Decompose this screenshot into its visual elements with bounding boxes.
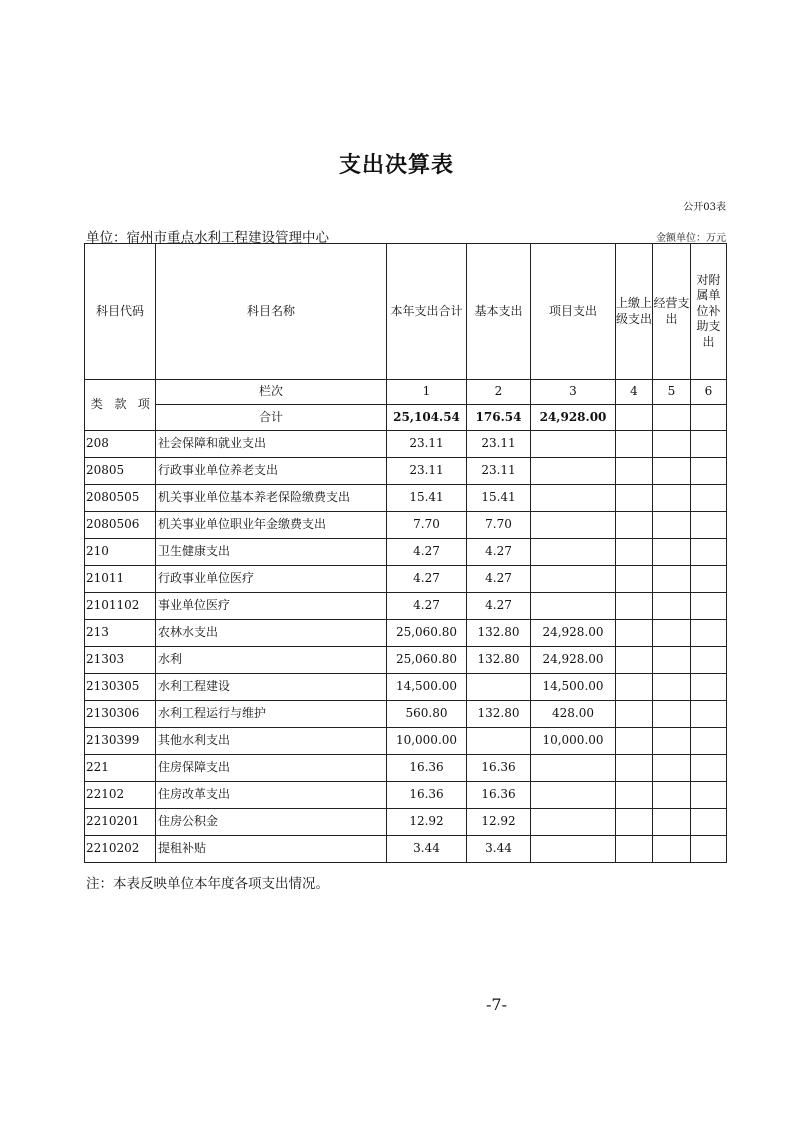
subject-name: 机关事业单位基本养老保险缴费支出: [156, 485, 387, 512]
amount-subsidy: [691, 566, 727, 593]
col-num: 3: [531, 380, 616, 405]
amount-business: [653, 512, 691, 539]
amount-total: 25,060.80: [387, 620, 467, 647]
header-upper: 上缴上级支出: [616, 244, 653, 380]
amount-project: [531, 782, 616, 809]
amount-upper: [616, 566, 653, 593]
amount-project: [531, 566, 616, 593]
amount-total: 12.92: [387, 809, 467, 836]
col-num: 6: [691, 380, 727, 405]
amount-total: 560.80: [387, 701, 467, 728]
amount-subsidy: [691, 620, 727, 647]
table-row: [85, 593, 727, 620]
header-xiang: 项: [133, 380, 156, 431]
total-basic: 176.54: [467, 405, 531, 431]
amount-basic: [467, 674, 531, 701]
amount-business: [653, 485, 691, 512]
amount-upper: [616, 593, 653, 620]
table-note: 注：本表反映单位本年度各项支出情况。: [86, 876, 329, 892]
amount-upper: [616, 728, 653, 755]
col-num: 4: [616, 380, 653, 405]
amount-project: [531, 755, 616, 782]
amount-subsidy: [691, 485, 727, 512]
subject-name: 农林水支出: [156, 620, 387, 647]
table-row: [85, 620, 727, 647]
col-num: 2: [467, 380, 531, 405]
amount-project: [531, 512, 616, 539]
amount-upper: [616, 647, 653, 674]
amount-basic: 12.92: [467, 809, 531, 836]
amount-total: 10,000.00: [387, 728, 467, 755]
subject-code: 20805: [85, 458, 156, 485]
amount-subsidy: [691, 782, 727, 809]
amount-business: [653, 458, 691, 485]
amount-subsidy: [691, 539, 727, 566]
subject-name: 其他水利支出: [156, 728, 387, 755]
amount-upper: [616, 620, 653, 647]
amount-total: 14,500.00: [387, 674, 467, 701]
amount-project: [531, 539, 616, 566]
amount-total: 23.11: [387, 431, 467, 458]
unit-label: 单位：宿州市重点水利工程建设管理中心: [86, 230, 329, 246]
header-kuan: 款: [109, 380, 133, 431]
amount-subsidy: [691, 647, 727, 674]
amount-basic: 3.44: [467, 836, 531, 863]
amount-subsidy: [691, 701, 727, 728]
table-row: [85, 701, 727, 728]
table-row: [85, 674, 727, 701]
subject-code: 2101102: [85, 593, 156, 620]
subject-name: 住房公积金: [156, 809, 387, 836]
table-row: [85, 809, 727, 836]
col-num: 5: [653, 380, 691, 405]
amount-subsidy: [691, 431, 727, 458]
total-sum: 25,104.54: [387, 405, 467, 431]
table-row: [85, 512, 727, 539]
amount-upper: [616, 782, 653, 809]
table-row: [85, 728, 727, 755]
subject-code: 21011: [85, 566, 156, 593]
table-row: [85, 755, 727, 782]
table-row: [85, 647, 727, 674]
amount-total: 4.27: [387, 566, 467, 593]
header-name: 科目名称: [156, 244, 387, 380]
amount-total: 4.27: [387, 593, 467, 620]
amount-subsidy: [691, 674, 727, 701]
subject-code: 22102: [85, 782, 156, 809]
amount-upper: [616, 674, 653, 701]
amount-project: 24,928.00: [531, 647, 616, 674]
amount-project: 428.00: [531, 701, 616, 728]
amount-upper: [616, 755, 653, 782]
amount-subsidy: [691, 458, 727, 485]
amount-business: [653, 674, 691, 701]
amount-basic: 16.36: [467, 755, 531, 782]
col-num: 1: [387, 380, 467, 405]
amount-total: 3.44: [387, 836, 467, 863]
amount-business: [653, 755, 691, 782]
amount-project: 24,928.00: [531, 620, 616, 647]
subject-name: 水利工程运行与维护: [156, 701, 387, 728]
amount-basic: 16.36: [467, 782, 531, 809]
amount-basic: 132.80: [467, 647, 531, 674]
subject-name: 住房改革支出: [156, 782, 387, 809]
subject-name: 提租补贴: [156, 836, 387, 863]
subject-name: 行政事业单位医疗: [156, 566, 387, 593]
amount-project: [531, 485, 616, 512]
amount-total: 16.36: [387, 782, 467, 809]
amount-subsidy: [691, 593, 727, 620]
subject-code: 2130306: [85, 701, 156, 728]
header-project: 项目支出: [531, 244, 616, 380]
amount-basic: 132.80: [467, 620, 531, 647]
table-row: [85, 458, 727, 485]
form-code: 公开03表: [683, 202, 726, 213]
amount-project: 10,000.00: [531, 728, 616, 755]
table-row: [85, 431, 727, 458]
amount-basic: 7.70: [467, 512, 531, 539]
page-number: -7-: [486, 995, 507, 1014]
amount-total: 7.70: [387, 512, 467, 539]
subject-code: 2210202: [85, 836, 156, 863]
amount-basic: 15.41: [467, 485, 531, 512]
amount-upper: [616, 485, 653, 512]
amount-basic: 4.27: [467, 539, 531, 566]
amount-business: [653, 539, 691, 566]
amount-upper: [616, 458, 653, 485]
amount-basic: [467, 728, 531, 755]
amount-total: 16.36: [387, 755, 467, 782]
amount-upper: [616, 809, 653, 836]
amount-total: 15.41: [387, 485, 467, 512]
table-row: [85, 485, 727, 512]
amount-project: [531, 836, 616, 863]
subject-name: 水利工程建设: [156, 674, 387, 701]
amount-project: 14,500.00: [531, 674, 616, 701]
subject-code: 210: [85, 539, 156, 566]
subject-name: 社会保障和就业支出: [156, 431, 387, 458]
amount-subsidy: [691, 809, 727, 836]
amount-basic: 4.27: [467, 566, 531, 593]
subject-code: 2210201: [85, 809, 156, 836]
amount-business: [653, 647, 691, 674]
subject-code: 2080506: [85, 512, 156, 539]
subject-code: 21303: [85, 647, 156, 674]
lanci-label: 栏次: [156, 380, 387, 405]
subject-code: 221: [85, 755, 156, 782]
header-business: 经营支出: [653, 244, 691, 380]
amount-business: [653, 809, 691, 836]
total-upper: [616, 405, 653, 431]
subject-code: 213: [85, 620, 156, 647]
subject-name: 行政事业单位养老支出: [156, 458, 387, 485]
amount-upper: [616, 836, 653, 863]
amount-project: [531, 431, 616, 458]
total-project: 24,928.00: [531, 405, 616, 431]
page-title: 支出决算表: [338, 153, 454, 178]
amount-project: [531, 593, 616, 620]
table-row: [85, 539, 727, 566]
amount-upper: [616, 431, 653, 458]
amount-unit: 金额单位：万元: [656, 233, 726, 244]
subject-name: 事业单位医疗: [156, 593, 387, 620]
amount-business: [653, 593, 691, 620]
subject-name: 住房保障支出: [156, 755, 387, 782]
amount-basic: 23.11: [467, 431, 531, 458]
amount-business: [653, 782, 691, 809]
amount-basic: 4.27: [467, 593, 531, 620]
amount-basic: 23.11: [467, 458, 531, 485]
amount-subsidy: [691, 728, 727, 755]
header-total: 本年支出合计: [387, 244, 467, 380]
expenditure-table: [84, 243, 727, 863]
amount-total: 25,060.80: [387, 647, 467, 674]
subject-name: 机关事业单位职业年金缴费支出: [156, 512, 387, 539]
amount-business: [653, 836, 691, 863]
subject-code: 2080505: [85, 485, 156, 512]
amount-subsidy: [691, 836, 727, 863]
amount-business: [653, 701, 691, 728]
table-row: [85, 782, 727, 809]
table-row: [85, 566, 727, 593]
total-label: 合计: [156, 405, 387, 431]
amount-project: [531, 458, 616, 485]
total-business: [653, 405, 691, 431]
header-lei: 类: [85, 380, 109, 431]
amount-basic: 132.80: [467, 701, 531, 728]
amount-upper: [616, 539, 653, 566]
amount-upper: [616, 512, 653, 539]
subject-code: 208: [85, 431, 156, 458]
amount-upper: [616, 701, 653, 728]
subject-code: 2130305: [85, 674, 156, 701]
amount-total: 4.27: [387, 539, 467, 566]
amount-business: [653, 566, 691, 593]
subject-name: 水利: [156, 647, 387, 674]
header-code: 科目代码: [85, 244, 156, 380]
total-subsidy: [691, 405, 727, 431]
amount-subsidy: [691, 512, 727, 539]
header-basic: 基本支出: [467, 244, 531, 380]
table-row: [85, 836, 727, 863]
subject-name: 卫生健康支出: [156, 539, 387, 566]
amount-subsidy: [691, 755, 727, 782]
amount-business: [653, 620, 691, 647]
header-subsidy: 对附属单位补助支出: [691, 244, 727, 380]
amount-business: [653, 728, 691, 755]
amount-business: [653, 431, 691, 458]
amount-project: [531, 809, 616, 836]
subject-code: 2130399: [85, 728, 156, 755]
amount-total: 23.11: [387, 458, 467, 485]
